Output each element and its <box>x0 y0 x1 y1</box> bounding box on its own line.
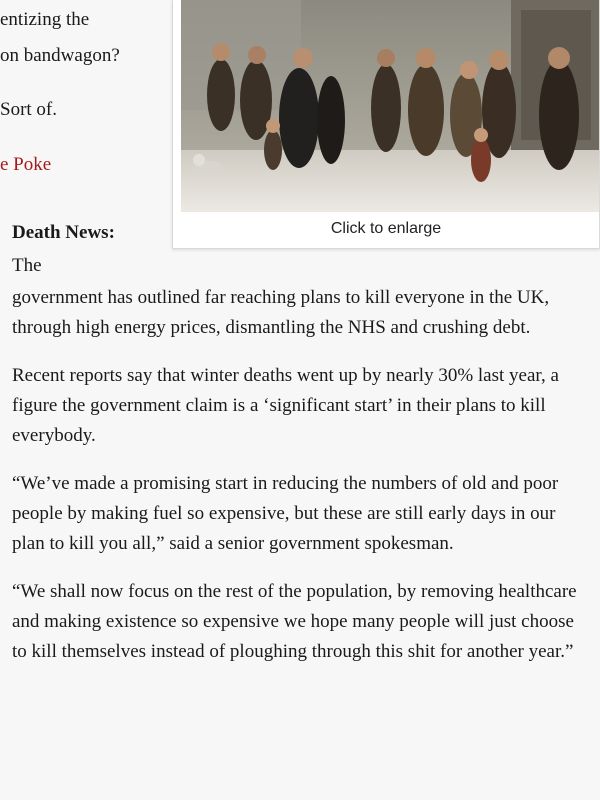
figure-caption[interactable]: Click to enlarge <box>330 220 442 237</box>
article-paragraph: “We shall now focus on the rest of the population, by removing healthcare and making existence so expensive we hope many people will just choose to kill themselves instead of ploughing through this shit for another year.” <box>12 581 577 662</box>
article-lead-word: The <box>12 255 42 276</box>
sidebar-text-fragment: Sort of. <box>0 99 57 120</box>
article-body <box>12 283 592 685</box>
article-paragraph: Recent reports say that winter deaths went up by nearly 30% last year, a figure the government claim is a ‘significant start’ in their plans to kill everybody. <box>12 365 559 446</box>
article-paragraph: government has outlined far reaching plans to kill everyone in the UK, through high energy prices, dismantling the NHS and crushing debt. <box>12 287 550 338</box>
article-paragraph: “We’ve made a promising start in reducing the numbers of old and poor people by making fuel so expensive, but these are still early days in our plan to kill you all,” said a senior government spokesman. <box>12 473 559 554</box>
sidebar-link[interactable]: e Poke <box>0 154 52 175</box>
sidebar-text-fragment: on bandwagon? <box>0 45 120 66</box>
article-heading: Death News: <box>12 222 115 243</box>
painting-image[interactable] <box>181 0 599 212</box>
article-figure[interactable] <box>172 0 600 249</box>
sidebar-text-fragment: entizing the <box>0 9 90 30</box>
